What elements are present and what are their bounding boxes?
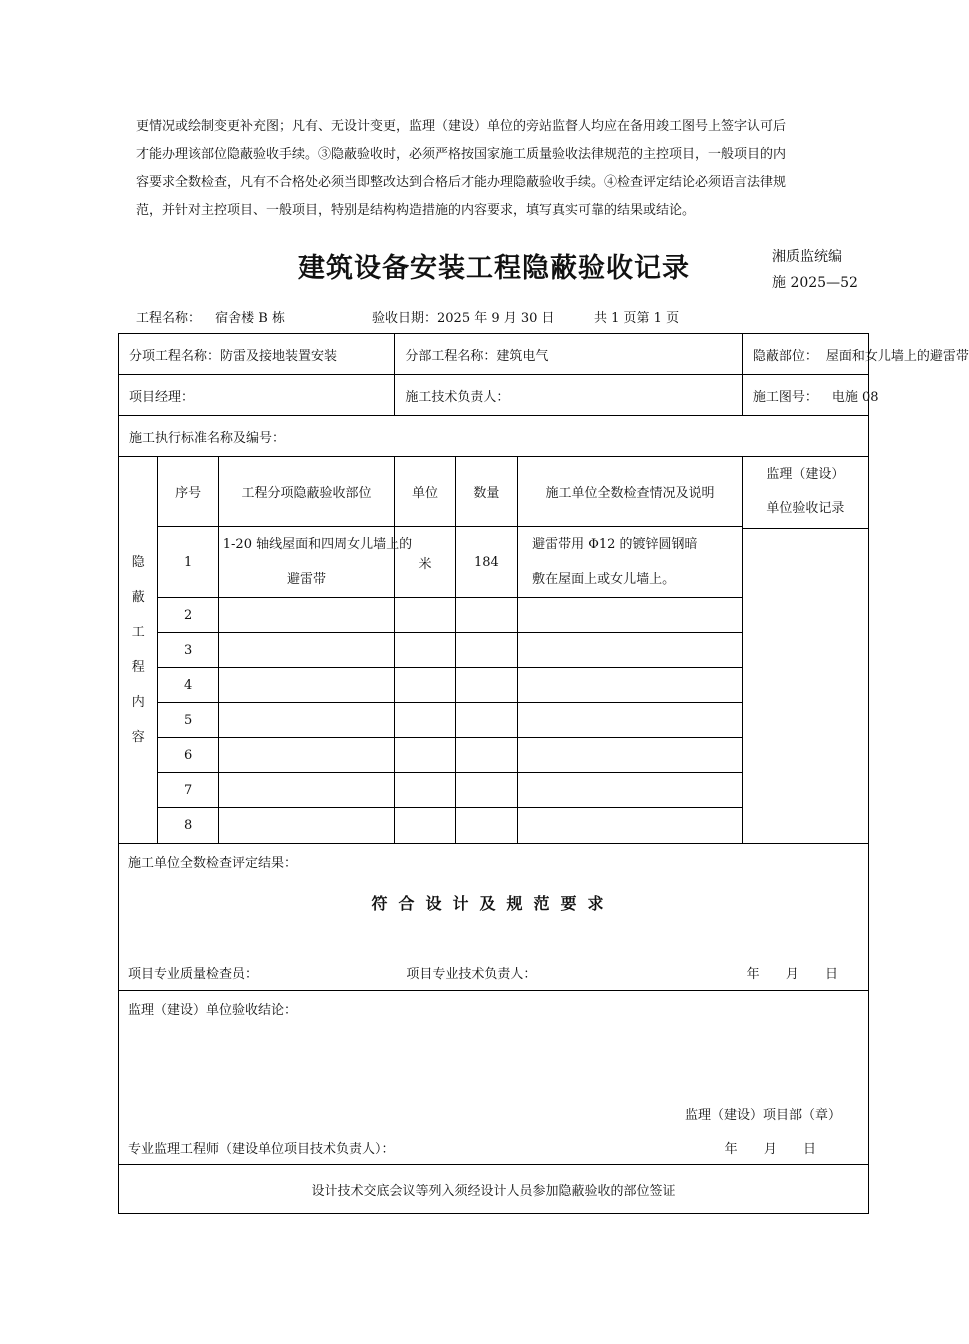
project-value: 宿舍楼 B 栋 — [215, 311, 285, 326]
table-row: 7 — [119, 773, 869, 808]
result-text: 符合设计及规范要求 — [371, 894, 615, 913]
drawing-value: 电施 08 — [831, 389, 879, 405]
table-row: 6 — [119, 738, 869, 773]
col-check: 施工单位全数检查情况及说明 — [518, 457, 743, 527]
side-label: 隐 蔽 工 程 内 容 — [119, 457, 158, 844]
page-count: 共 1 页第 1 页 — [594, 311, 680, 326]
standard-name: 施工执行标准名称及编号： — [119, 416, 869, 457]
quality-inspector: 项目专业质量检查员： — [128, 967, 259, 982]
project-manager: 项目经理： — [119, 375, 395, 416]
supervision-dept: 监理（建设）项目部（章） — [684, 1108, 841, 1123]
subdivision-text: 分部工程名称：建筑电气 — [405, 348, 549, 364]
intro-line: 范，并针对主控项目、一般项目，特别是结构构造措施的内容要求，填写真实可靠的结果或结论。 — [136, 203, 696, 218]
subitem-name: 分项工程名称：防雷及接地装置安装 — [119, 334, 395, 375]
supervision-section — [119, 991, 869, 1165]
hidden-part-value: 屋面和女儿墙上的避雷带 — [825, 348, 969, 364]
table-row: 4 — [119, 668, 869, 703]
result-section — [119, 844, 869, 991]
supervision-date: 年 月 日 — [724, 1142, 816, 1157]
row1-part-l1: 1-20 轴线屋面和四周女儿墙上的 — [222, 537, 413, 552]
tech-person: 项目专业技术负责人： — [406, 967, 537, 982]
supervision-engineer: 专业监理工程师（建设单位项目技术负责人）： — [128, 1142, 395, 1157]
form-code-line1: 湘质监统编 — [772, 249, 842, 265]
subdivision-name — [395, 334, 743, 375]
col-supervise — [742, 457, 868, 844]
drawing-label: 施工图号： — [752, 389, 818, 405]
col-supervise-l1: 监理（建设） — [766, 467, 845, 482]
table-row: 5 — [119, 703, 869, 738]
row1-check-l1: 避雷带用 Φ12 的镀锌圆钢暗 — [532, 537, 698, 552]
supervision-label: 监理（建设）单位验收结论： — [128, 1003, 298, 1018]
document-title: 建筑设备安装工程隐蔽验收记录 — [298, 253, 690, 284]
col-unit: 单位 — [395, 457, 455, 527]
row1-part-l2: 避雷带 — [287, 572, 327, 587]
footer-note: 设计技术交底会议等列入须经设计人员参加隐蔽验收的部位签证 — [119, 1165, 869, 1214]
row1-qty: 184 — [455, 527, 517, 598]
project-label: 工程名称： — [136, 311, 202, 326]
inspection-form — [118, 333, 969, 1214]
col-part: 工程分项隐蔽验收部位 — [218, 457, 395, 527]
intro-line: 容要求全数检查，凡有不合格处必须当即整改达到合格后才能办理隐蔽验收手续。④检查评定结论必须语言法律规 — [136, 175, 787, 190]
table-row: 2 — [119, 598, 869, 633]
col-supervise-l2: 单位验收记录 — [766, 501, 845, 516]
row1-unit: 米 — [395, 527, 455, 598]
row1-check-l2: 敷在屋面上或女儿墙上。 — [532, 572, 676, 587]
form-code-line2: 施 2025—52 — [772, 275, 858, 291]
intro-text — [136, 113, 862, 225]
tech-lead: 施工技术负责人： — [395, 375, 743, 416]
col-qty: 数量 — [455, 457, 517, 527]
hidden-part-label: 隐蔽部位： — [752, 348, 818, 364]
col-no: 序号 — [158, 457, 218, 527]
drawing-number — [742, 375, 879, 416]
result-label: 施工单位全数检查评定结果： — [128, 856, 298, 871]
hidden-part — [742, 334, 969, 375]
table-row: 8 — [119, 808, 869, 844]
intro-line: 更情况或绘制变更补充图；凡有、无设计变更，监理（建设）单位的旁站监督人均应在备用竣工图号上签字认可后 — [136, 119, 787, 134]
result-date: 年 月 日 — [746, 967, 838, 982]
form-code — [772, 244, 858, 296]
project-name — [136, 307, 285, 326]
intro-line: 才能办理该部位隐蔽验收手续。③隐蔽验收时，必须严格按国家施工质量验收法律规范的主控项目，一般项目的内 — [136, 147, 787, 162]
inspection-date: 验收日期：2025 年 9 月 30 日 — [372, 311, 555, 326]
table-row: 1 1-20 轴线屋面和四周女儿墙上的 避雷带 米 184 避雷带用 Φ12 的镀锌圆钢暗 敷在屋面上或女儿墙上。 — [119, 527, 869, 598]
table-row: 3 — [119, 633, 869, 668]
